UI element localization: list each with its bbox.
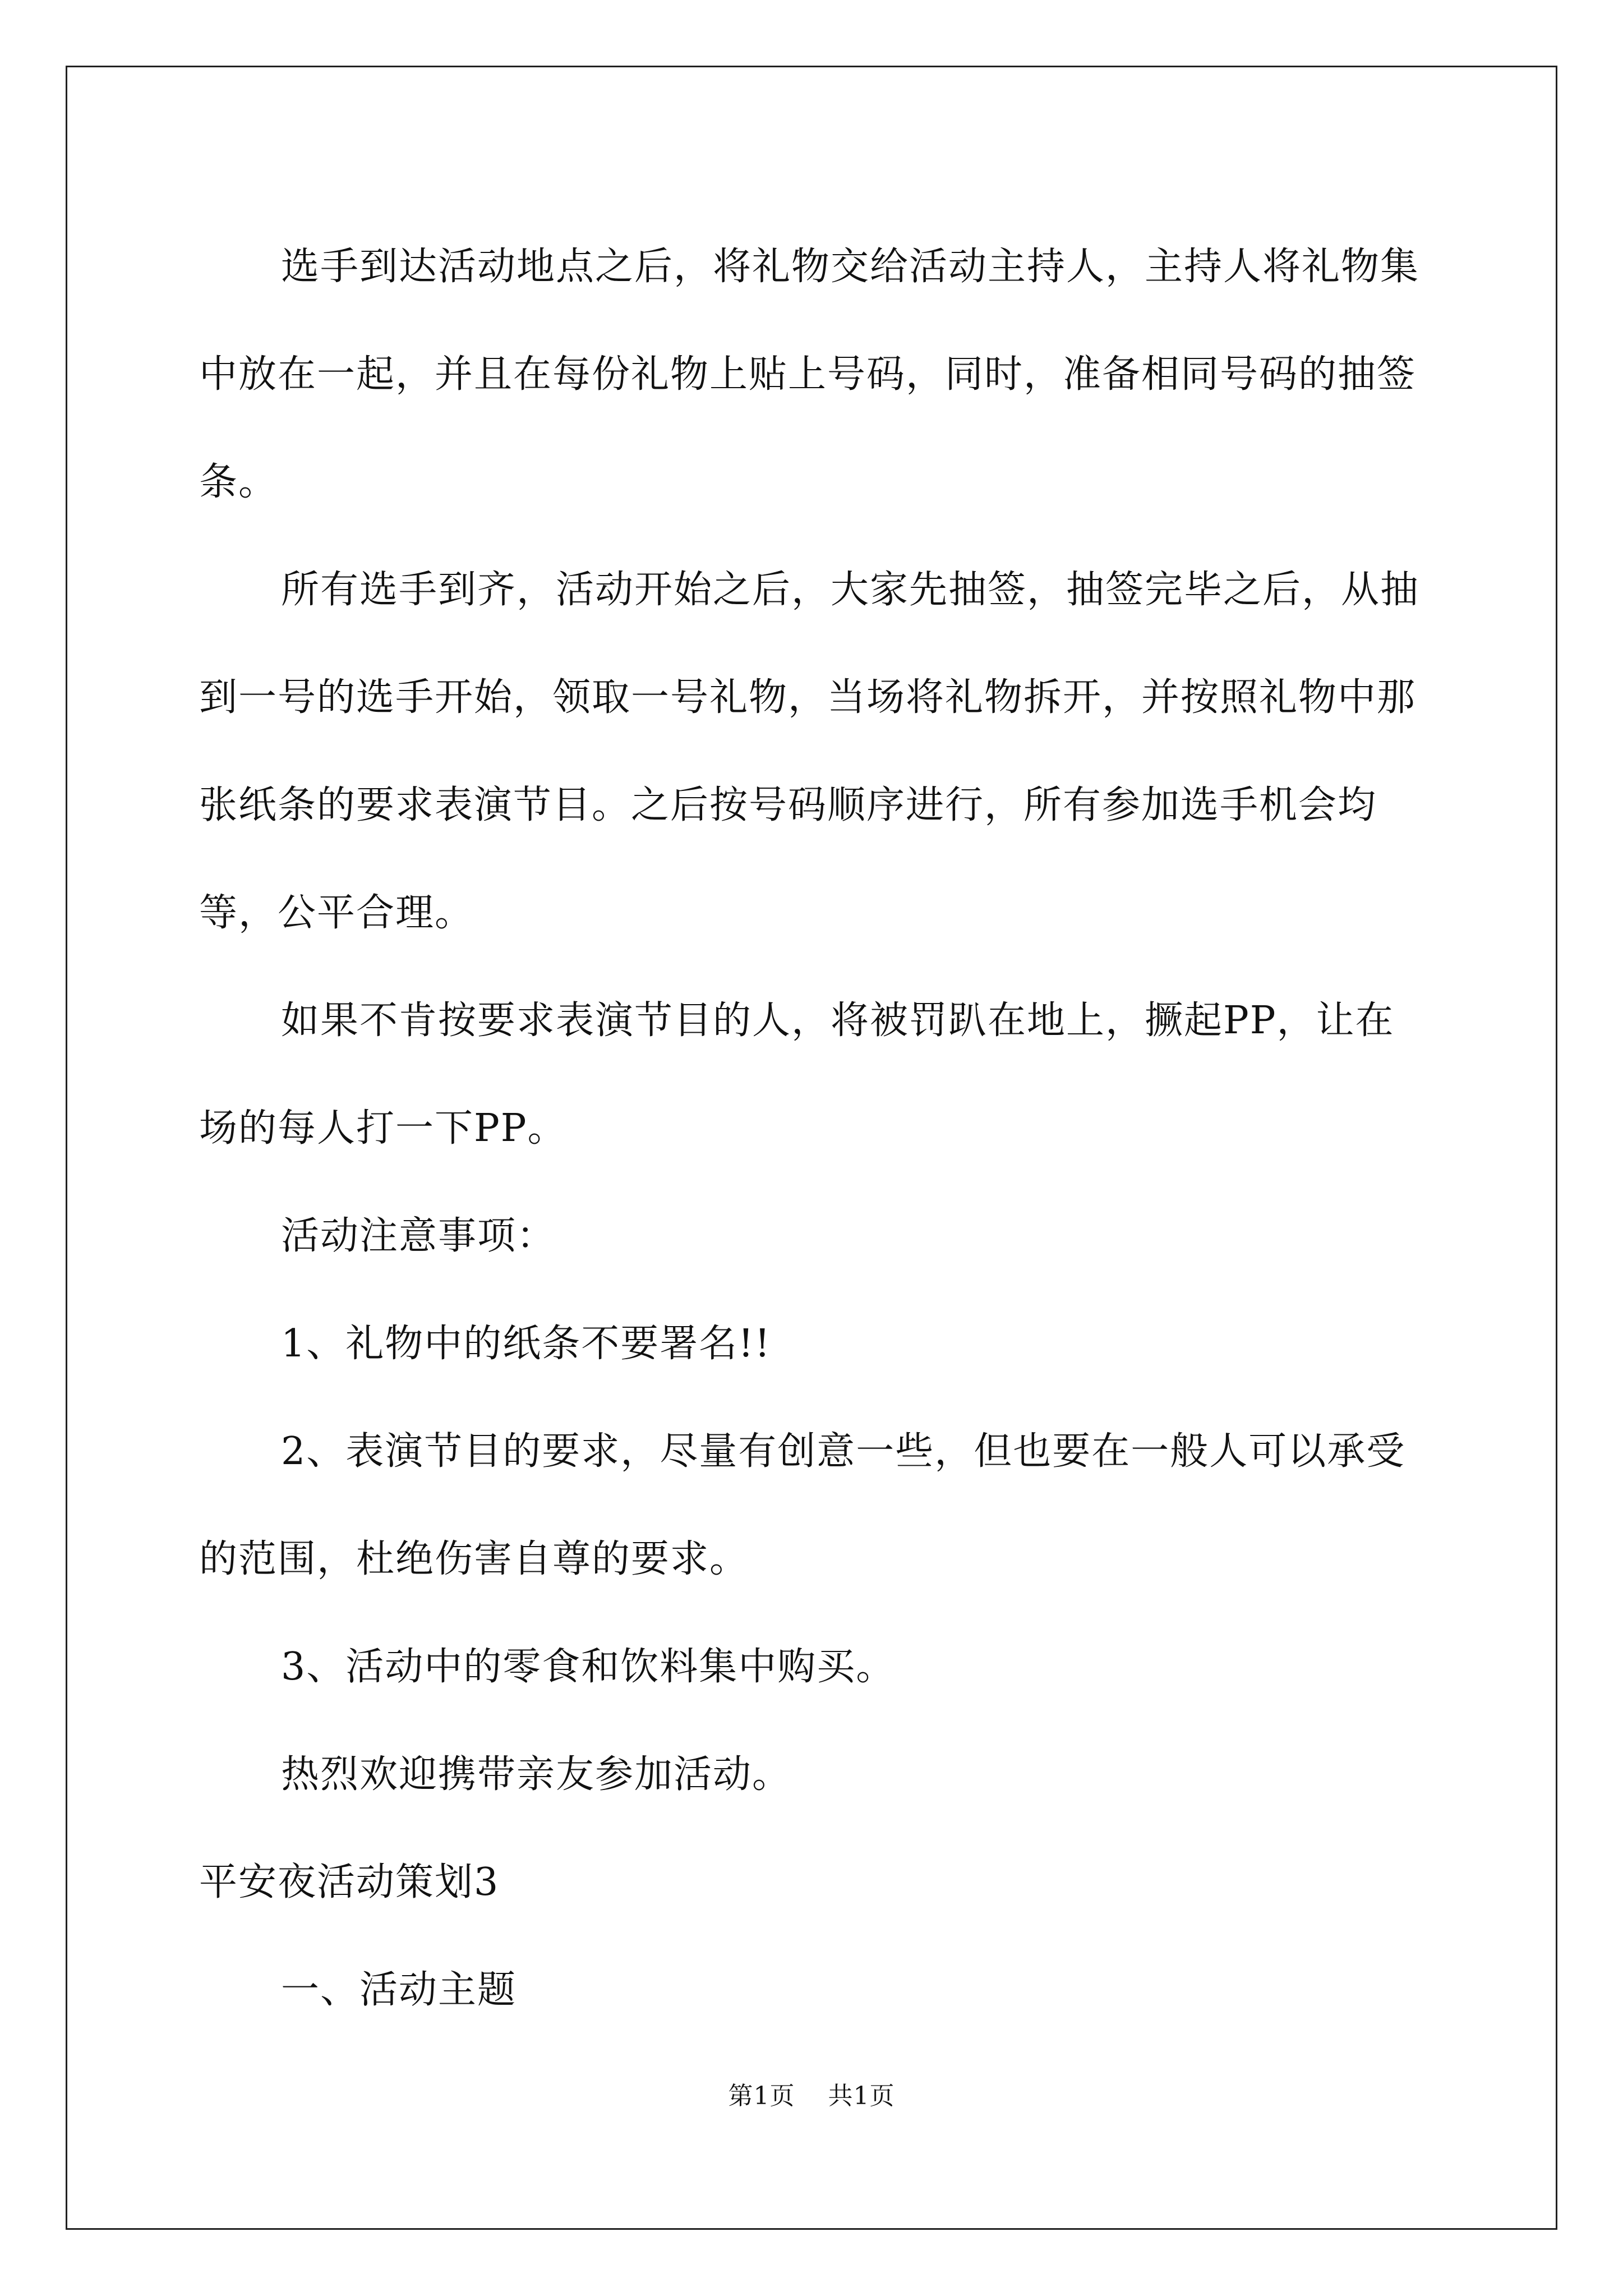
paragraph-gift-handover: 选手到达活动地点之后，将礼物交给活动主持人，主持人将礼物集中放在一起，并且在每份礼物上贴上号码，同时，准备相同号码的抽签条。 xyxy=(199,245,1420,504)
page-footer xyxy=(0,2076,1623,2111)
paragraph-penalty: 如果不肯按要求表演节目的人，将被罚趴在地上，撅起PP，让在场的每人打一下PP。 xyxy=(199,999,1395,1151)
paragraph-note-3: 3、活动中的零食和饮料集中购买。 xyxy=(281,1645,896,1689)
paragraph-note-2: 2、表演节目的要求，尽量有创意一些，但也要在一般人可以承受的范围，杜绝伤害自尊的要求。 xyxy=(199,1429,1406,1581)
paragraph-note-1: 1、礼物中的纸条不要署名!! xyxy=(281,1322,771,1366)
page-number: 第1页 xyxy=(728,2082,795,2110)
paragraph-notes-heading: 活动注意事项： xyxy=(281,1214,556,1258)
paragraph-draw-lots: 所有选手到齐，活动开始之后，大家先抽签，抽签完毕之后，从抽到一号的选手开始，领取一号礼物，当场将礼物拆开，并按照礼物中那张纸条的要求表演节目。之后按号码顺序进行，所有参加选手机会均等，公平合理。 xyxy=(199,568,1420,935)
page-total: 共1页 xyxy=(828,2082,895,2110)
paragraph-welcome: 热烈欢迎携带亲友参加活动。 xyxy=(281,1752,792,1797)
section-title: 平安夜活动策划3 xyxy=(199,1860,500,1904)
document-body xyxy=(199,213,1433,2044)
subsection-heading: 一、活动主题 xyxy=(281,1968,517,2012)
